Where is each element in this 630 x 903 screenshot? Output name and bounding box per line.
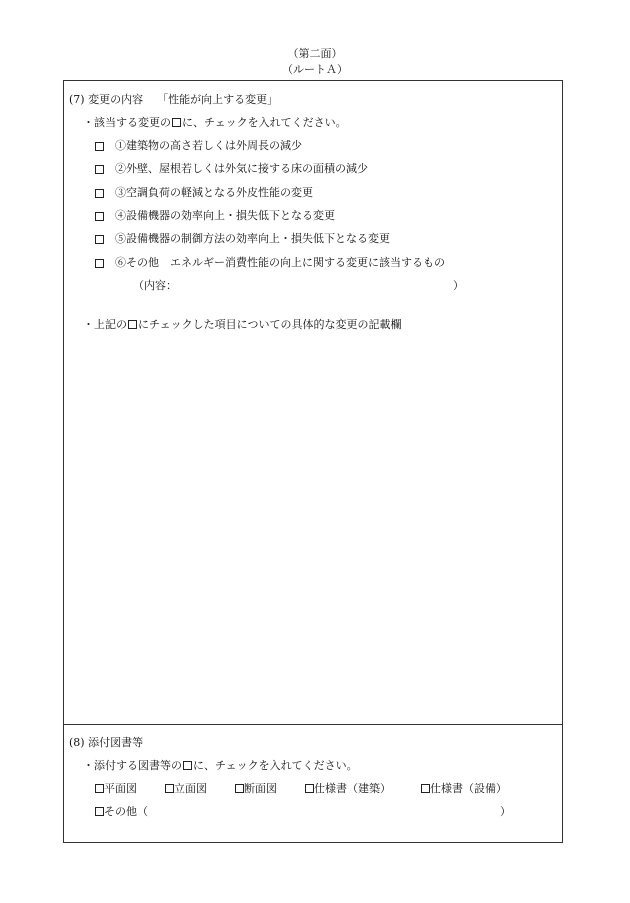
- item5-checkbox[interactable]: [95, 235, 104, 244]
- detail-instruction: [83, 318, 401, 332]
- section7-instruction: [83, 116, 347, 130]
- section8-instruction: [83, 759, 358, 773]
- item3-checkbox[interactable]: [95, 189, 104, 198]
- section8-title: (8) 添付図書等: [69, 736, 144, 749]
- change-content-section: [63, 80, 563, 725]
- route-label: （ルートＡ）: [282, 63, 348, 76]
- detail-text-start: ・上記の: [83, 318, 127, 331]
- other-content-label: （内容：: [133, 279, 177, 292]
- other-attachment-close: ）: [500, 805, 511, 818]
- attachment-option-spec-equipment[interactable]: [421, 782, 507, 796]
- other-checkbox[interactable]: [95, 807, 104, 816]
- item1-checkbox[interactable]: [95, 142, 104, 151]
- checkbox-symbol: [172, 118, 181, 127]
- section7-heading: [69, 93, 278, 107]
- other-label: その他（: [104, 805, 148, 818]
- item4-label: ④設備機器の効率向上・損失低下となる変更: [115, 209, 335, 222]
- item6-checkbox[interactable]: [95, 259, 104, 268]
- section7-subtitle: 「性能が向上する変更」: [157, 93, 279, 106]
- checkbox-symbol: [128, 320, 137, 329]
- other-attachment-field[interactable]: [156, 805, 496, 819]
- item5-label: ⑤設備機器の制御方法の効率向上・損失低下となる変更: [115, 232, 390, 245]
- item1-label: ①建築物の高さ若しくは外周長の減少: [115, 139, 302, 152]
- instruction-text-start: ・該当する変更の: [83, 116, 171, 129]
- item6-label: ⑥その他 エネルギー消費性能の向上に関する変更に該当するもの: [115, 256, 445, 269]
- attachment-option-other[interactable]: [95, 805, 148, 819]
- detail-textarea[interactable]: [83, 341, 543, 711]
- elevation-label: 立面図: [174, 782, 207, 795]
- other-content-field[interactable]: [182, 279, 452, 293]
- item2-label: ②外壁、屋根若しくは外気に接する床の面積の減少: [115, 162, 368, 175]
- spec-equipment-checkbox[interactable]: [421, 784, 430, 793]
- floor-plan-label: 平面図: [104, 782, 137, 795]
- item2-checkbox[interactable]: [95, 165, 104, 174]
- attachment-option-section[interactable]: [235, 782, 277, 796]
- attachment-option-elevation[interactable]: [165, 782, 207, 796]
- item3-label: ③空調負荷の軽減となる外皮性能の変更: [115, 186, 313, 199]
- elevation-checkbox[interactable]: [165, 784, 174, 793]
- spec-building-checkbox[interactable]: [305, 784, 314, 793]
- section-drawing-label: 断面図: [244, 782, 277, 795]
- page-number-label: （第二面）: [287, 47, 343, 60]
- other-content-close: ）: [453, 279, 464, 292]
- attachment-option-spec-building[interactable]: [305, 782, 391, 796]
- instruction-text-end: に、チェックを入れてください。: [193, 759, 358, 772]
- detail-text-end: にチェックした項目についての具体的な変更の記載欄: [138, 318, 402, 331]
- floor-plan-checkbox[interactable]: [95, 784, 104, 793]
- spec-equipment-label: 仕様書（設備）: [430, 782, 507, 795]
- section-drawing-checkbox[interactable]: [235, 784, 244, 793]
- section7-title: (7) 変更の内容: [69, 93, 144, 106]
- attachment-option-floor-plan[interactable]: [95, 782, 137, 796]
- spec-building-label: 仕様書（建築）: [314, 782, 391, 795]
- item4-checkbox[interactable]: [95, 212, 104, 221]
- attachments-section: [63, 724, 563, 843]
- checkbox-symbol: [183, 761, 192, 770]
- instruction-text-start: ・添付する図書等の: [83, 759, 182, 772]
- instruction-text-end: に、チェックを入れてください。: [182, 116, 347, 129]
